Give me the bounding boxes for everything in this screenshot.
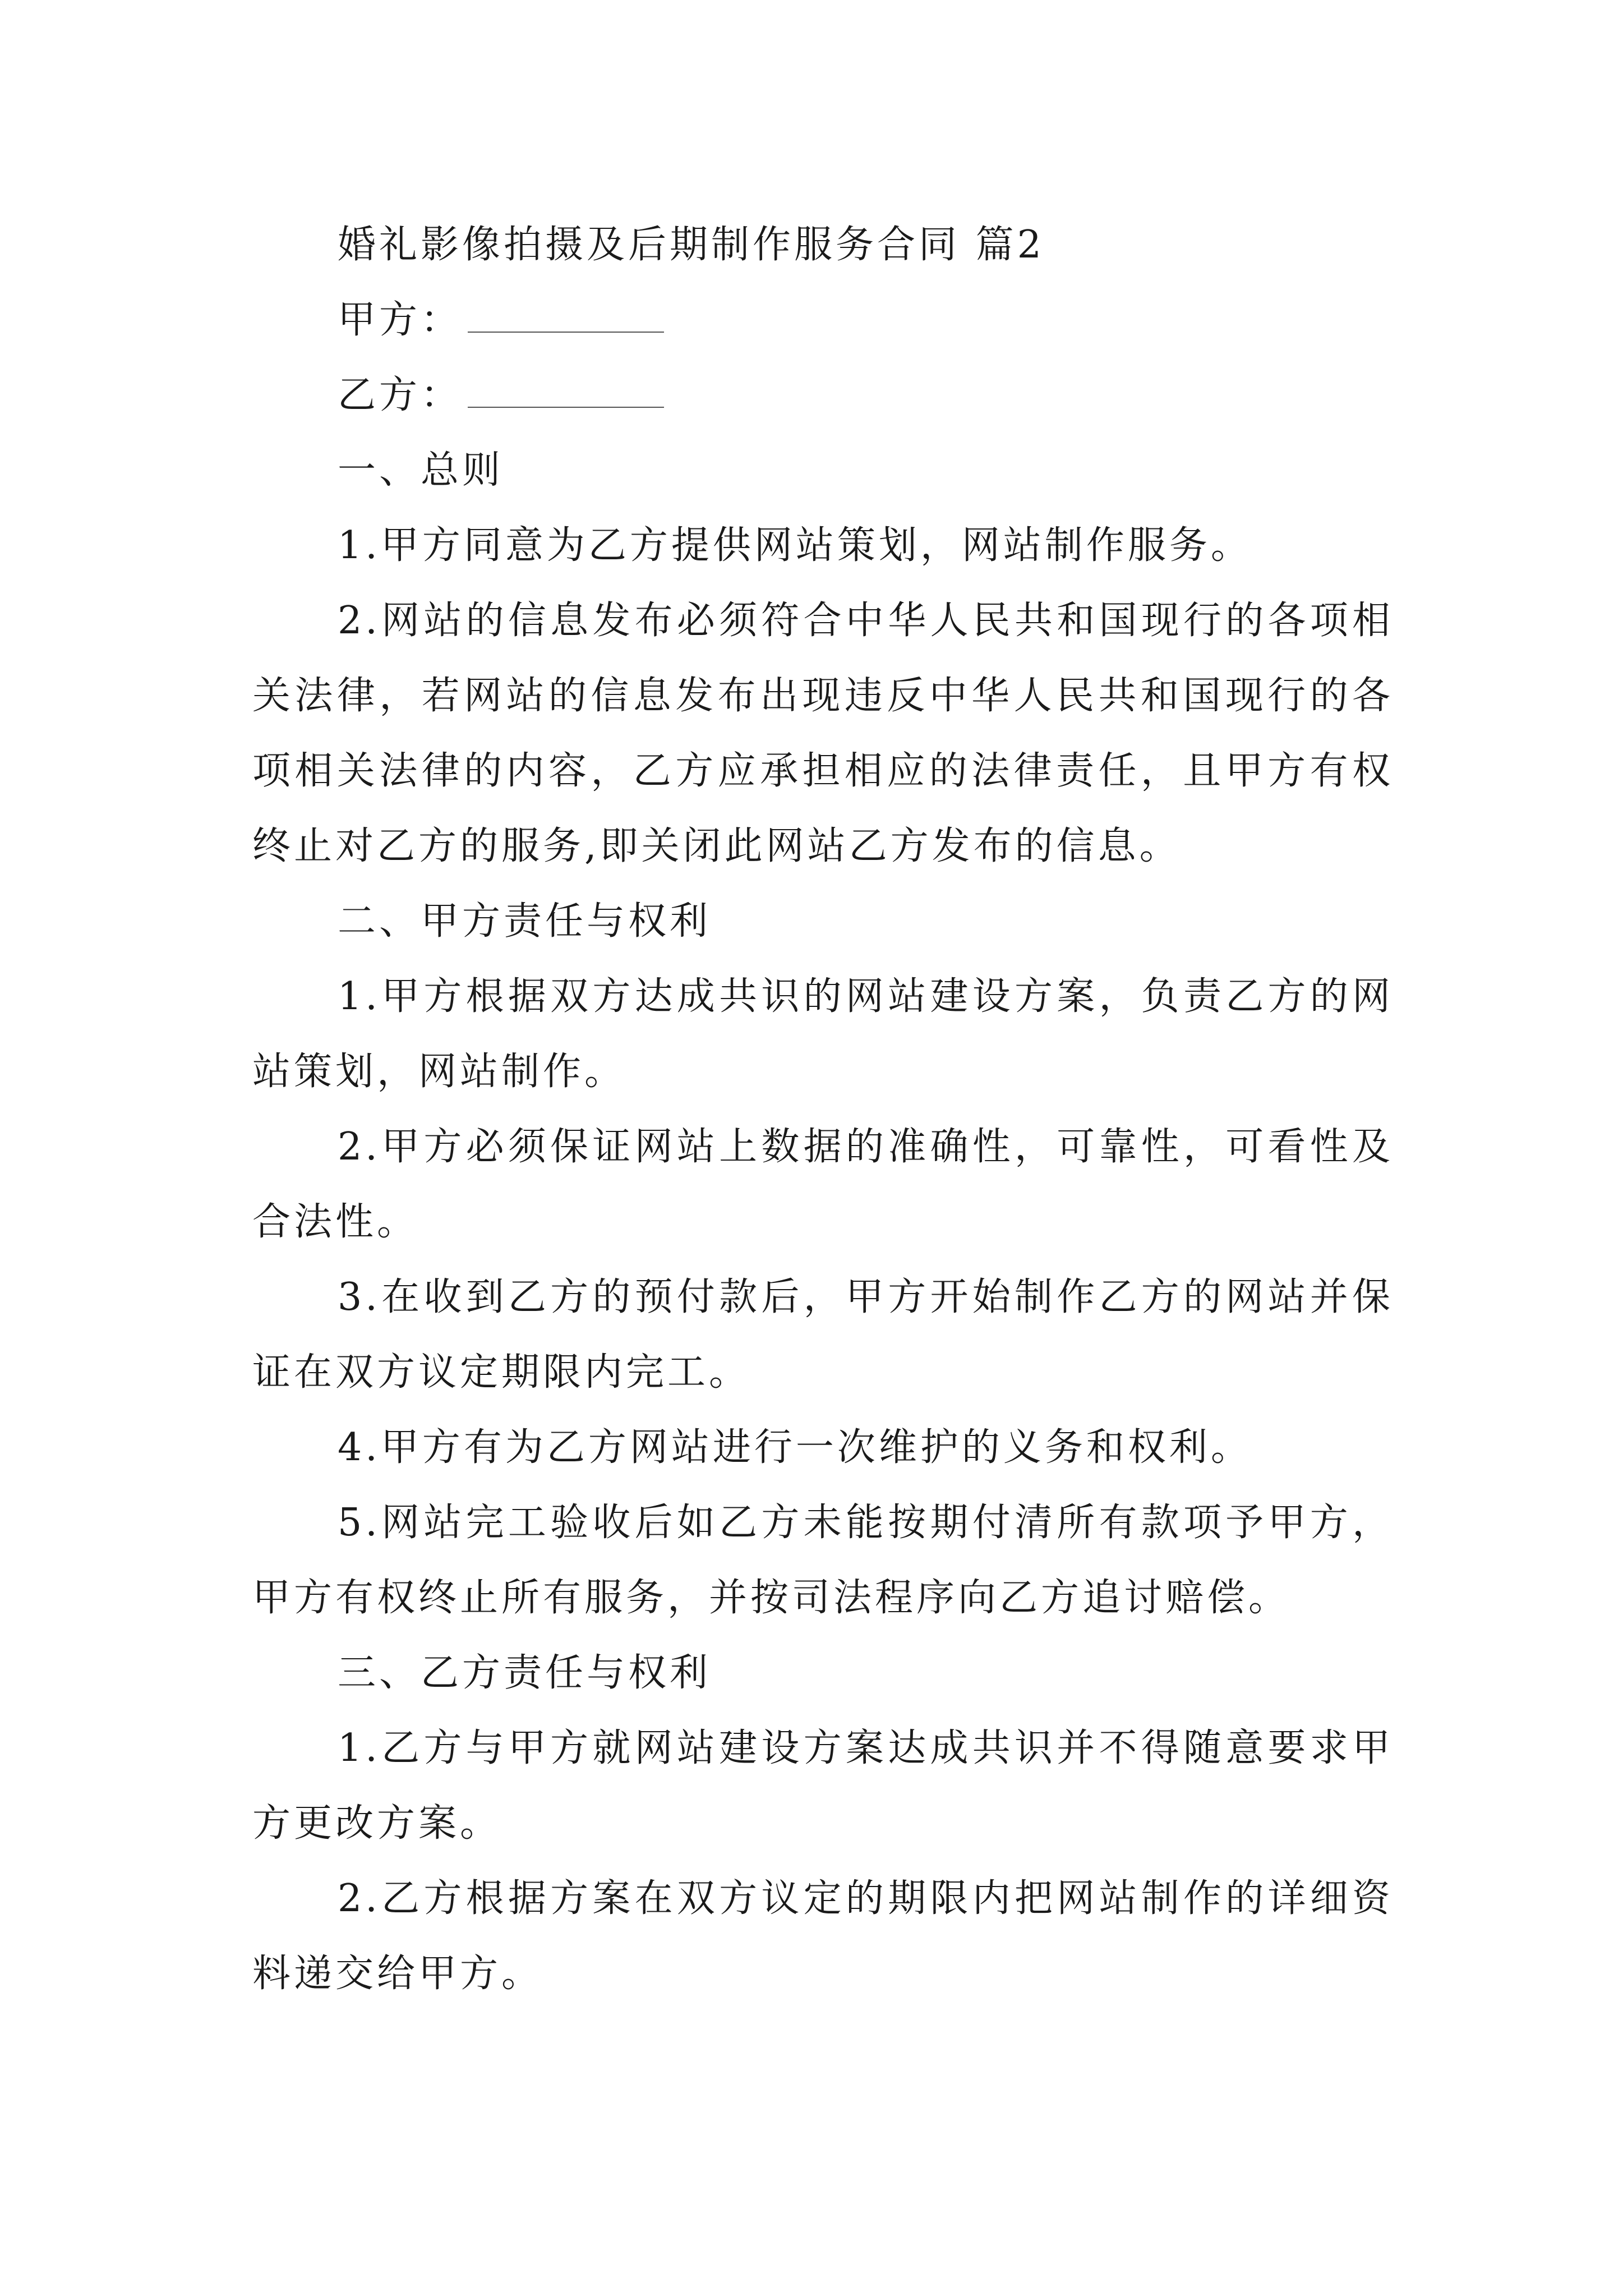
clause: 2.网站的信息发布必须符合中华人民共和国现行的各项相关法律，若网站的信息发布出现违反中华人民共和国现行的各项相关法律的内容，乙方应承担相应的法律责任，且甲方有权终止对乙方的服务,即关闭此网站乙方发布的信息。 bbox=[252, 599, 1394, 868]
clause: 1.甲方根据双方达成共识的网站建设方案，负责乙方的网站策划，网站制作。 bbox=[252, 974, 1394, 1094]
document-title: 婚礼影像拍摄及后期制作服务合同 篇2 bbox=[338, 223, 1045, 267]
party-a-label: 甲方： bbox=[338, 298, 463, 342]
clause: 4.甲方有为乙方网站进行一次维护的义务和权利。 bbox=[338, 1425, 1252, 1470]
document-body bbox=[252, 208, 1394, 2012]
clause: 2.乙方根据方案在双方议定的期限内把网站制作的详细资料递交给甲方。 bbox=[252, 1876, 1394, 1996]
party-b-line bbox=[252, 358, 1394, 433]
clause: 2.甲方必须保证网站上数据的准确性，可靠性，可看性及合法性。 bbox=[252, 1125, 1394, 1244]
party-a-line bbox=[252, 283, 1394, 358]
clause: 3.在收到乙方的预付款后，甲方开始制作乙方的网站并保证在双方议定期限内完工。 bbox=[252, 1275, 1394, 1395]
section-heading: 一、总则 bbox=[338, 448, 504, 493]
clause: 5.网站完工验收后如乙方未能按期付清所有款项予甲方，甲方有权终止所有服务，并按司法程序向乙方追讨赔偿。 bbox=[252, 1501, 1394, 1620]
clause: 1.甲方同意为乙方提供网站策划，网站制作服务。 bbox=[338, 523, 1252, 568]
party-a-blank bbox=[468, 331, 664, 333]
section-heading: 二、甲方责任与权利 bbox=[338, 899, 712, 944]
section-heading: 三、乙方责任与权利 bbox=[338, 1651, 712, 1695]
party-b-label: 乙方： bbox=[338, 373, 463, 417]
clause: 1.乙方与甲方就网站建设方案达成共识并不得随意要求甲方更改方案。 bbox=[252, 1726, 1394, 1846]
party-b-blank bbox=[468, 406, 664, 408]
